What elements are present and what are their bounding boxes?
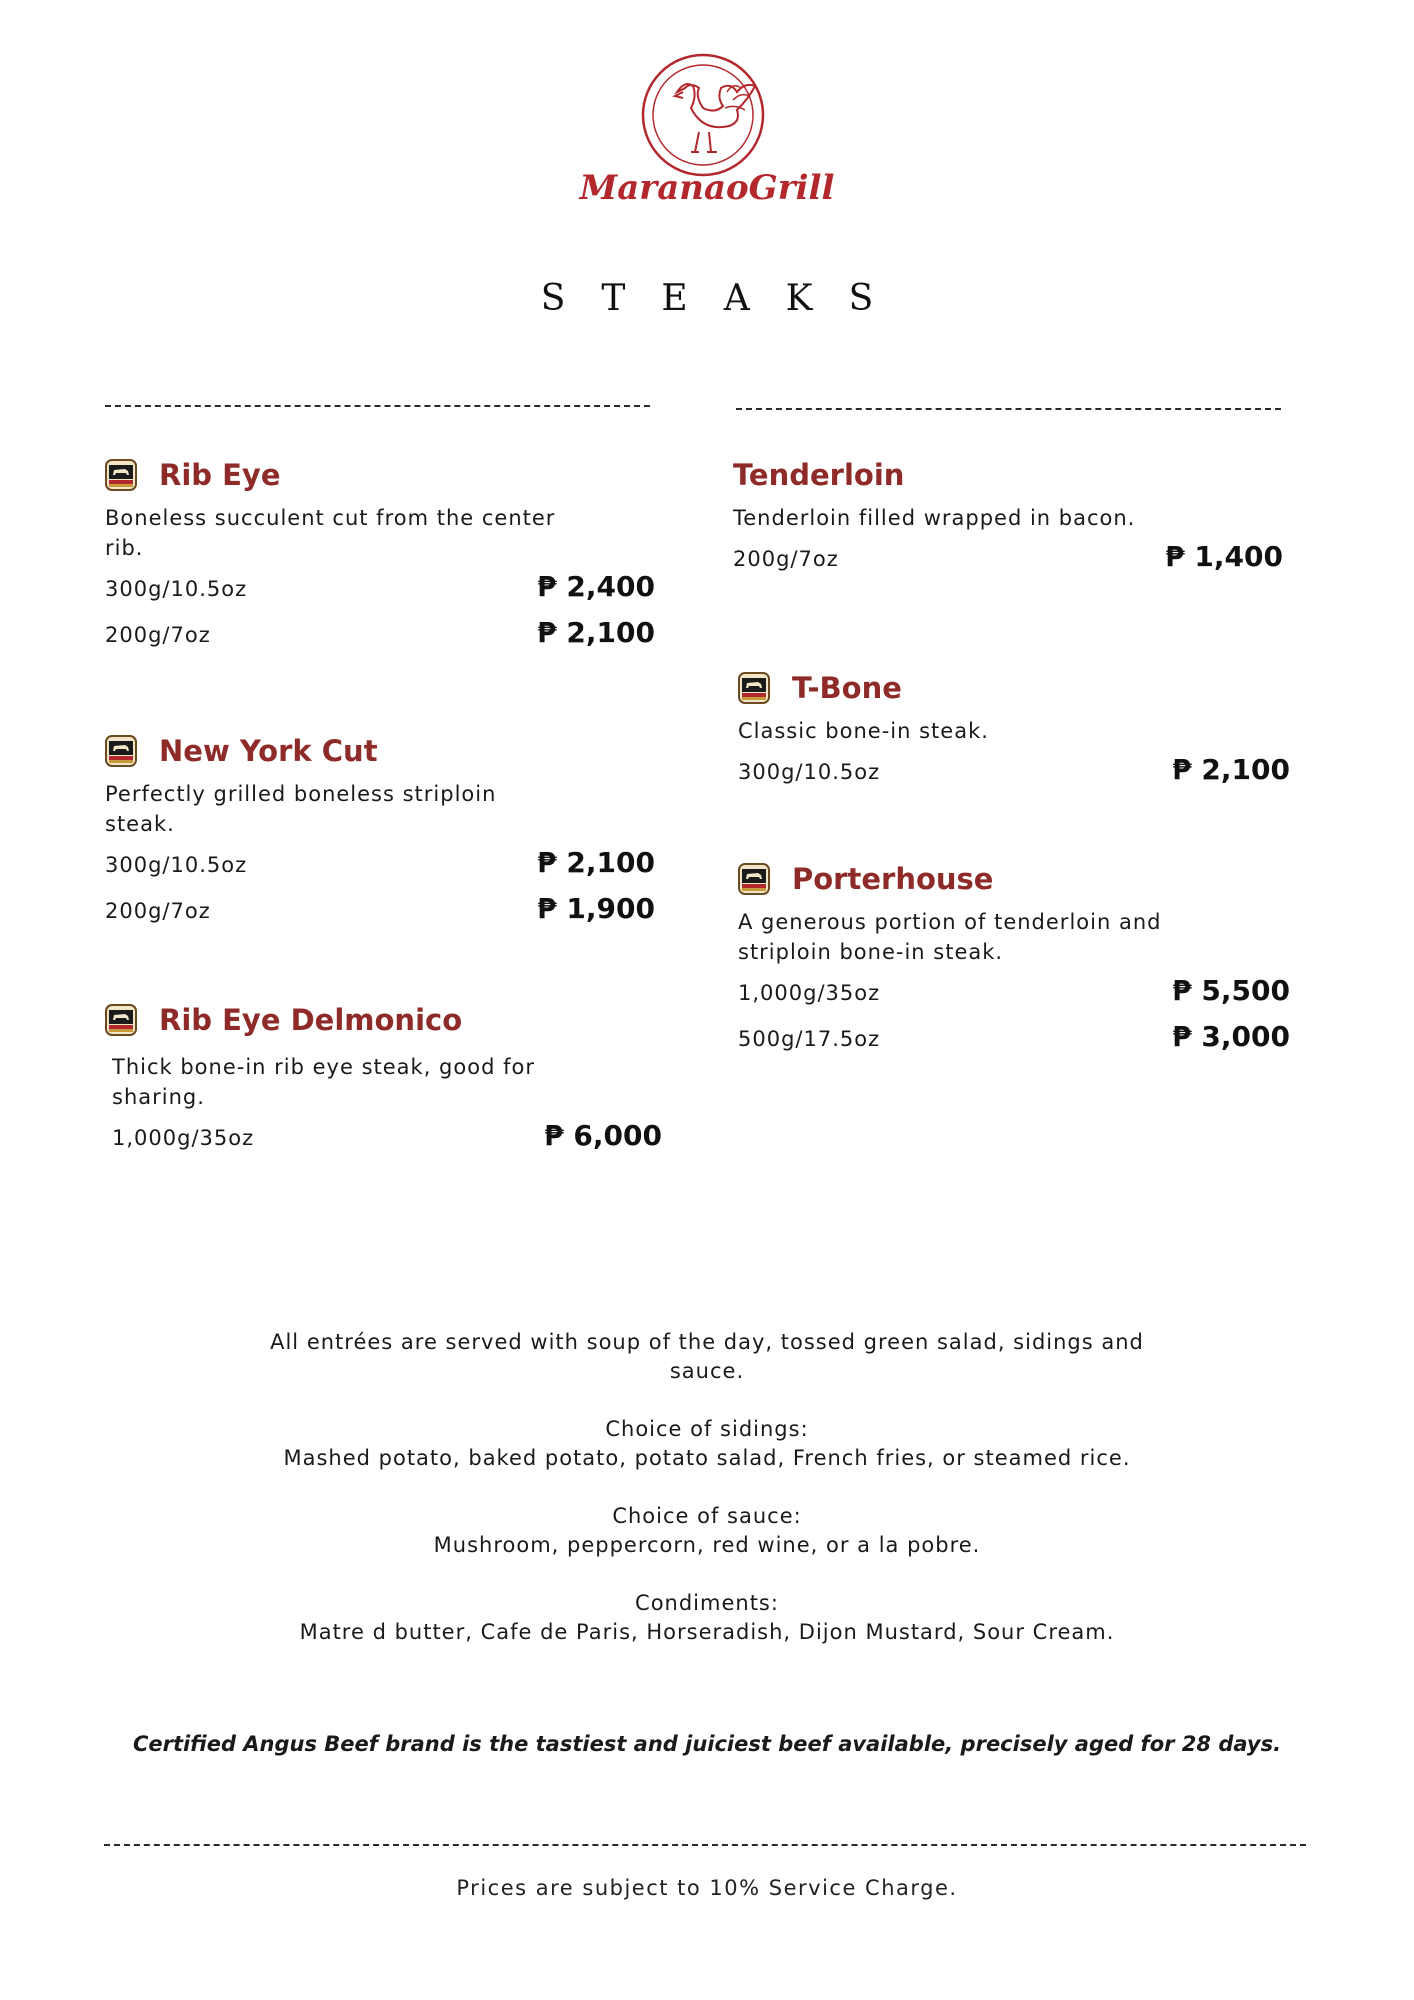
portion-size: 200g/7oz [733, 547, 839, 571]
footer-divider [104, 1844, 1306, 1846]
brand-name: MaranaoGrill [579, 168, 835, 208]
menu-item-rib-eye-delmonico [105, 1000, 662, 1158]
certified-angus-beef-icon [105, 459, 137, 491]
entree-intro: All entrées are served with soup of the day, tossed green salad, sidings and sauce. [270, 1330, 1144, 1383]
sauce-block [0, 1502, 1414, 1560]
certified-angus-beef-icon [738, 863, 770, 895]
portion-size: 300g/10.5oz [105, 577, 248, 601]
portion-size: 200g/7oz [105, 899, 211, 923]
item-name: Rib Eye Delmonico [159, 1003, 463, 1037]
angus-tagline: Certified Angus Beef brand is the tastiest and juiciest beef available, precisely aged for 28 days. [132, 1732, 1282, 1756]
item-price: ₱ 1,400 [1165, 540, 1283, 573]
item-price: ₱ 5,500 [1172, 974, 1290, 1007]
item-price: ₱ 2,100 [537, 616, 655, 649]
sidings-options: Mashed potato, baked potato, potato salad, French fries, or steamed rice. [283, 1446, 1131, 1470]
menu-item-rib-eye [105, 455, 655, 655]
menu-item-tenderloin [733, 455, 1283, 579]
menu-item-t-bone [738, 668, 1290, 792]
item-name: New York Cut [159, 734, 378, 768]
item-description: A generous portion of tenderloin and striploin bone-in steak. [738, 910, 1162, 964]
portion-size: 200g/7oz [105, 623, 211, 647]
price-row [105, 839, 655, 885]
item-price: ₱ 1,900 [537, 892, 655, 925]
item-description: Perfectly grilled boneless striploin steak. [105, 782, 497, 836]
sauce-label: Choice of sauce: [612, 1504, 802, 1528]
item-description: Classic bone-in steak. [738, 719, 989, 743]
certified-angus-beef-icon [105, 1004, 137, 1036]
sidings-label: Choice of sidings: [605, 1417, 809, 1441]
portion-size: 300g/10.5oz [105, 853, 248, 877]
sauce-options: Mushroom, peppercorn, red wine, or a la pobre. [433, 1533, 981, 1557]
condiments-label: Condiments: [635, 1591, 779, 1615]
price-row [105, 885, 655, 931]
restaurant-logo [0, 52, 1414, 178]
left-divider [105, 405, 650, 407]
condiments-block [0, 1589, 1414, 1647]
price-row [738, 1013, 1290, 1059]
item-price: ₱ 2,100 [537, 846, 655, 879]
condiments-options: Matre d butter, Cafe de Paris, Horseradish, Dijon Mustard, Sour Cream. [299, 1620, 1115, 1644]
item-description: Thick bone-in rib eye steak, good for sharing. [112, 1055, 535, 1109]
menu-item-porterhouse [738, 859, 1290, 1059]
price-row [105, 563, 655, 609]
portion-size: 300g/10.5oz [738, 760, 881, 784]
item-price: ₱ 2,100 [1172, 753, 1290, 786]
certified-angus-beef-icon [105, 735, 137, 767]
rooster-emblem-icon [637, 52, 777, 178]
sidings-block [0, 1415, 1414, 1473]
item-name: Tenderloin [733, 458, 905, 492]
item-description: Tenderloin filled wrapped in bacon. [733, 506, 1136, 530]
right-divider [736, 408, 1281, 410]
service-charge-note: Prices are subject to 10% Service Charge. [456, 1876, 958, 1900]
menu-item-new-york-cut [105, 731, 655, 931]
price-row [105, 609, 655, 655]
item-price: ₱ 3,000 [1172, 1020, 1290, 1053]
portion-size: 1,000g/35oz [738, 981, 881, 1005]
item-name: Rib Eye [159, 458, 281, 492]
price-row [738, 967, 1290, 1013]
item-name: Porterhouse [792, 862, 994, 896]
certified-angus-beef-icon [738, 672, 770, 704]
price-row [112, 1112, 662, 1158]
item-description: Boneless succulent cut from the center rib. [105, 506, 556, 560]
portion-size: 1,000g/35oz [112, 1126, 255, 1150]
page-title: STEAKS [540, 278, 910, 319]
item-name: T-Bone [792, 671, 902, 705]
item-price: ₱ 2,400 [537, 570, 655, 603]
portion-size: 500g/17.5oz [738, 1027, 881, 1051]
price-row [733, 533, 1283, 579]
serving-notes [0, 1328, 1414, 1676]
price-row [738, 746, 1290, 792]
item-price: ₱ 6,000 [544, 1119, 662, 1152]
